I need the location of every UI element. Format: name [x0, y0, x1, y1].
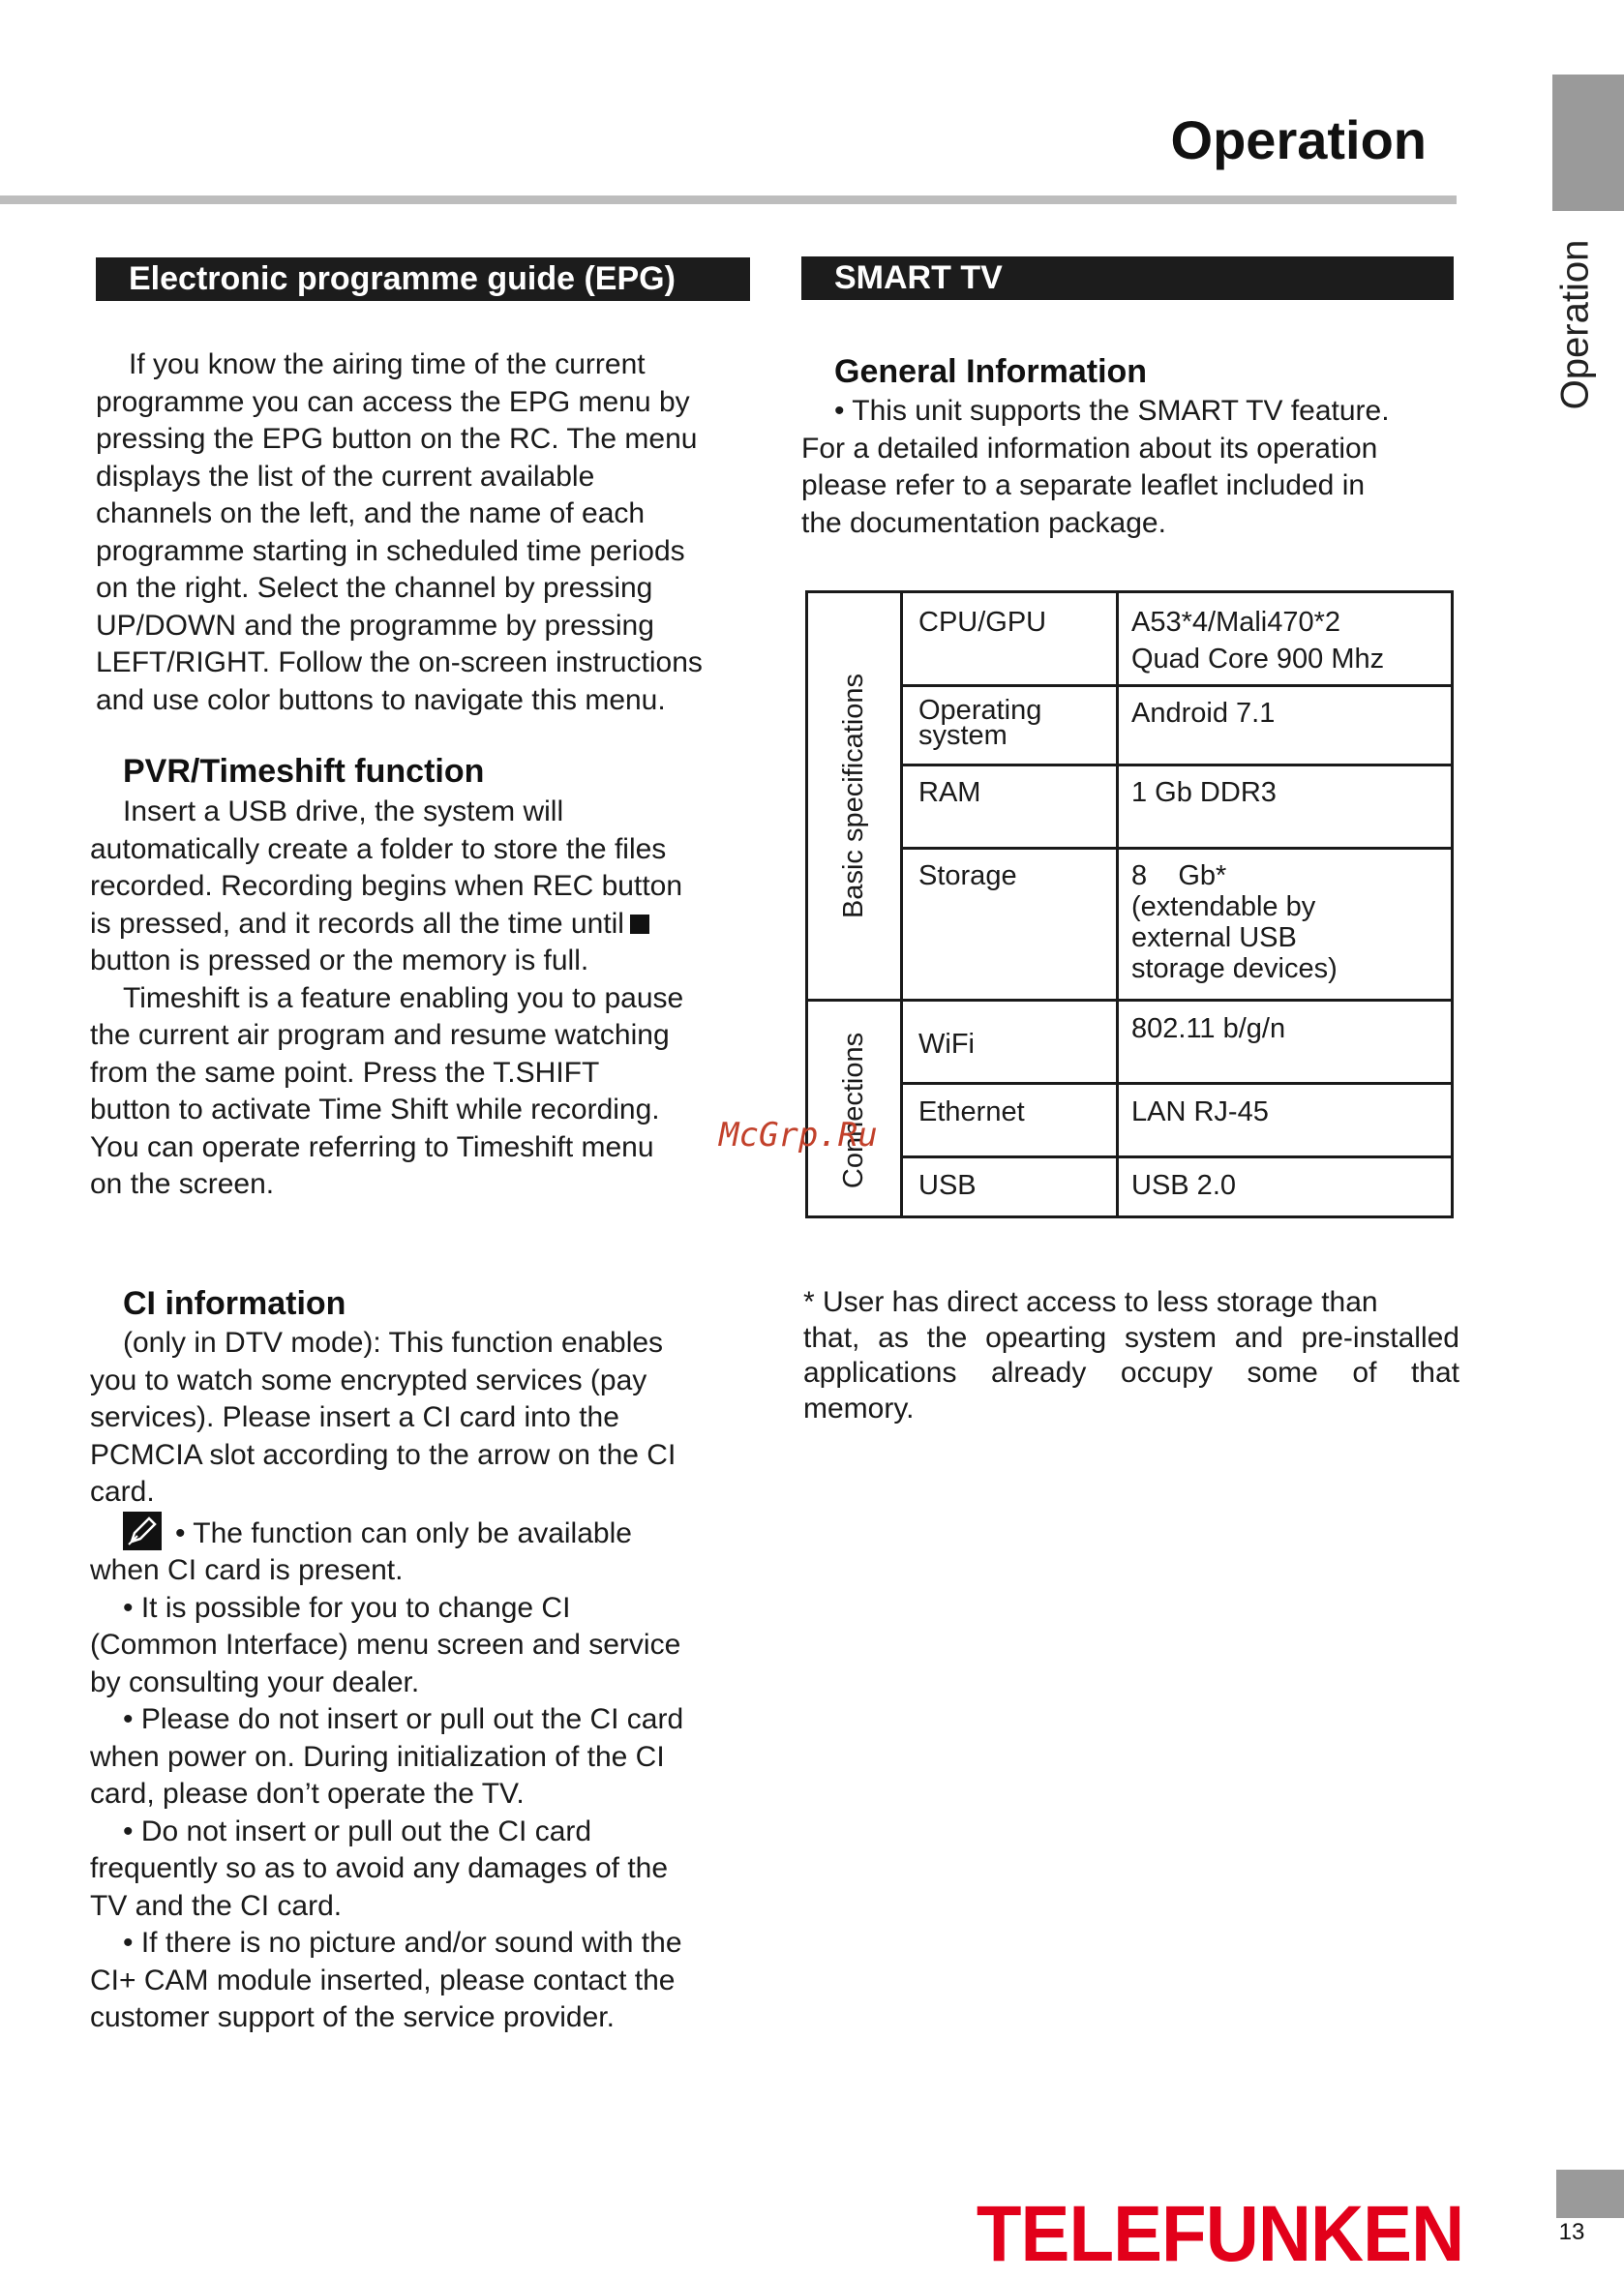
spec-value: 1 Gb DDR3 — [1131, 777, 1277, 808]
group-basic-specifications: Basic specifications — [838, 673, 869, 919]
spec-value: 802.11 b/g/n — [1131, 1013, 1286, 1044]
spec-value: LAN RJ-45 — [1131, 1096, 1269, 1127]
spec-name: RAM — [918, 777, 981, 808]
spec-value: 8 Gb* (extendable by external USB storage devices) — [1131, 860, 1338, 984]
smart-tv-heading: SMART TV — [801, 256, 1454, 300]
pvr-heading: PVR/Timeshift function — [123, 753, 485, 790]
page-title: Operation — [1170, 109, 1427, 170]
spec-name: CPU/GPU — [918, 607, 1047, 638]
spec-table — [805, 590, 1454, 1218]
spec-name: Storage — [918, 860, 1017, 891]
page-number: 13 — [1558, 2219, 1585, 2245]
spec-value: Android 7.1 — [1131, 698, 1276, 729]
spec-name: WiFi — [918, 1029, 975, 1060]
group-connections: Connections — [838, 1032, 869, 1188]
spec-name: Ethernet — [918, 1096, 1025, 1127]
spec-value: A53*4/Mali470*2 Quad Core 900 Mhz — [1131, 607, 1385, 675]
spec-name: Operating system — [918, 695, 1042, 751]
ci-paragraph: (only in DTV mode): This function enables you to watch some encrypted services (pay services). Please insert a CI card into the PCMCIA slot according to the arrow on the CI card. • The function can only be available when CI card is present. • It is possible for you to change CI (Common Interface) menu screen and service by consulting your dealer. • Please do not insert or pull out the CI card when power on. During initialization of the CI card, please don’t operate the TV. • Do not insert or pull out the CI card frequently so as to avoid any damages of the TV and the CI card. • If there is no picture and/or sound with the CI+ CAM module inserted, please contact the customer support of the service provider. — [90, 1327, 684, 2033]
page-number-tab — [1556, 2170, 1624, 2218]
epg-heading: Electronic programme guide (EPG) — [96, 257, 750, 301]
header-divider — [0, 195, 1457, 204]
general-info-heading: General Information — [834, 353, 1148, 390]
side-tab-marker — [1552, 75, 1624, 211]
spec-name: USB — [918, 1170, 977, 1201]
epg-paragraph: If you know the airing time of the current programme you can access the EPG menu by pressing the EPG button on the RC. The menu displays the list of the current available channels on the left, and the name of each programme starting in scheduled time periods on the right. Select the channel by pressing UP/DOWN and the programme by pressing LEFT/RIGHT. Follow the on-screen instructions and use color buttons to navigate this menu. — [96, 348, 703, 716]
side-section-label: Operation — [1553, 239, 1597, 409]
pvr-paragraph: Insert a USB drive, the system will automatically create a folder to store the files recorded. Recording begins when REC button is pressed, and it records all the time until button is pressed or the memory is full. Timeshift is a feature enabling you to pause the current air program and resume watching from the same point. Press the T.SHIFT button to activate Time Shift while recording. You can operate referring to Timeshift menu on the screen. — [90, 795, 684, 1200]
spec-value: USB 2.0 — [1131, 1170, 1236, 1201]
brand-logo: TELEFUNKEN — [976, 2190, 1463, 2278]
storage-footnote: * User has direct access to less storage than that, as the opearting system and pre-installed applications already occupy some of that memory. — [803, 1286, 1459, 1425]
ci-heading: CI information — [123, 1285, 346, 1322]
note-pencil-icon — [123, 1512, 162, 1550]
stop-button-icon — [630, 915, 649, 934]
watermark: McGrp.Ru — [719, 1116, 878, 1155]
smart-tv-paragraph: • This unit supports the SMART TV feature. For a detailed information about its operation please refer to a separate leaflet included in the documentation package. — [801, 395, 1390, 539]
